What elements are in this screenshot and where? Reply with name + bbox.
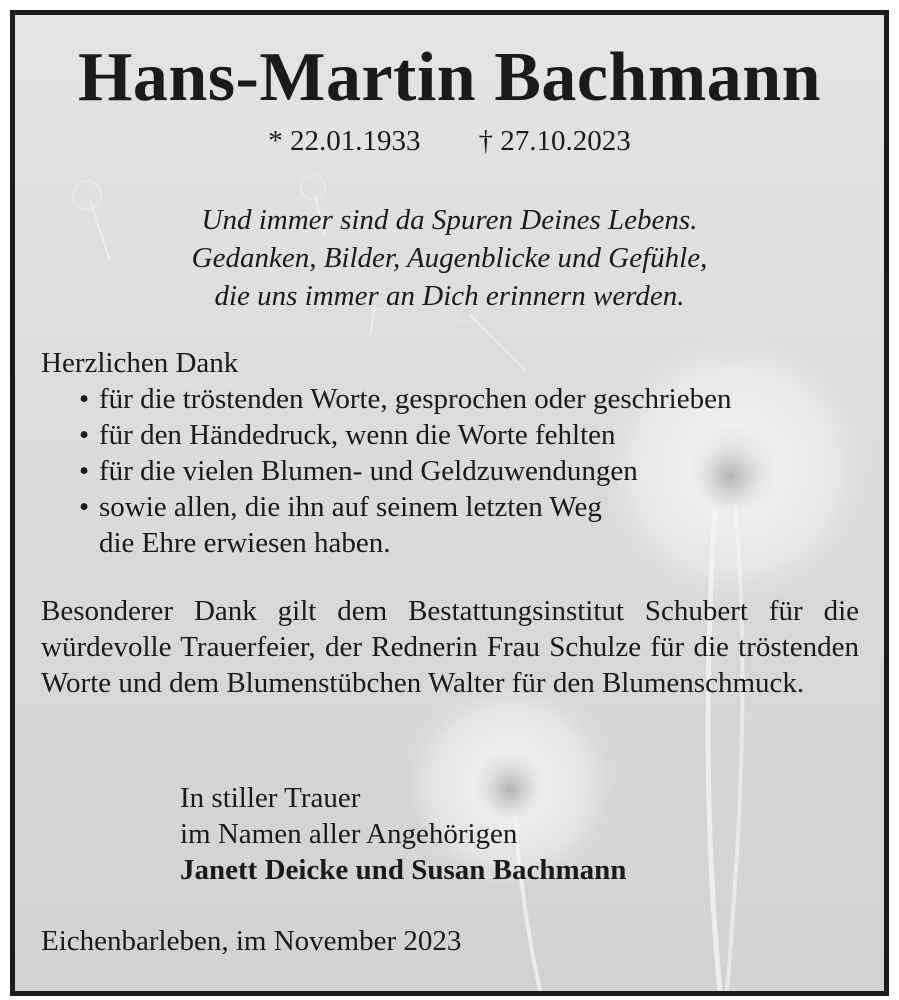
signature-line: im Namen aller Angehörigen xyxy=(180,818,518,850)
bullet-icon: • xyxy=(79,491,90,523)
list-item xyxy=(41,489,859,561)
list-item xyxy=(41,381,859,417)
signature-names: Janett Deicke und Susan Bachmann xyxy=(180,854,627,886)
thanks-heading: Herzlichen Dank xyxy=(41,347,239,379)
bullet-icon: • xyxy=(79,383,90,415)
death-date: † 27.10.2023 xyxy=(478,125,631,157)
list-item-continuation: die Ehre erwiesen haben. xyxy=(99,527,391,559)
obituary-notice xyxy=(10,10,889,996)
life-dates xyxy=(15,127,884,156)
bullet-icon: • xyxy=(79,455,90,487)
poem-line: Und immer sind da Spuren Deines Lebens. xyxy=(201,204,698,236)
poem-line: die uns immer an Dich erinnern werden. xyxy=(214,280,685,312)
memorial-poem xyxy=(15,201,884,315)
poem-line: Gedanken, Bilder, Augenblicke und Gefühle, xyxy=(191,242,708,274)
signature-block xyxy=(180,780,626,888)
thanks-list xyxy=(41,381,859,561)
birth-date: * 22.01.1933 xyxy=(268,125,421,157)
list-item-text: für die tröstenden Worte, gesprochen oder geschrieben xyxy=(99,383,732,415)
list-item-text: für die vielen Blumen- und Geldzuwendungen xyxy=(99,455,638,487)
signature-line: In stiller Trauer xyxy=(180,782,361,814)
thanks-section xyxy=(41,345,859,561)
deceased-name: Hans-Martin Bachmann xyxy=(77,39,822,116)
list-item xyxy=(41,453,859,489)
list-item-text: für den Händedruck, wenn die Worte fehlten xyxy=(99,419,616,451)
list-item-text: sowie allen, die ihn auf seinem letzten Weg xyxy=(99,491,602,523)
place-and-date: Eichenbarleben, im November 2023 xyxy=(41,925,462,957)
special-thanks-paragraph: Besonderer Dank gilt dem Bestattungsinstitut Schubert für die würdevolle Trauerfeier, der Rednerin Frau Schulze für die tröstenden Worte und dem Blumenstübchen Walter für den Blumenschmuck. xyxy=(41,595,859,699)
bullet-icon: • xyxy=(79,419,90,451)
list-item xyxy=(41,417,859,453)
